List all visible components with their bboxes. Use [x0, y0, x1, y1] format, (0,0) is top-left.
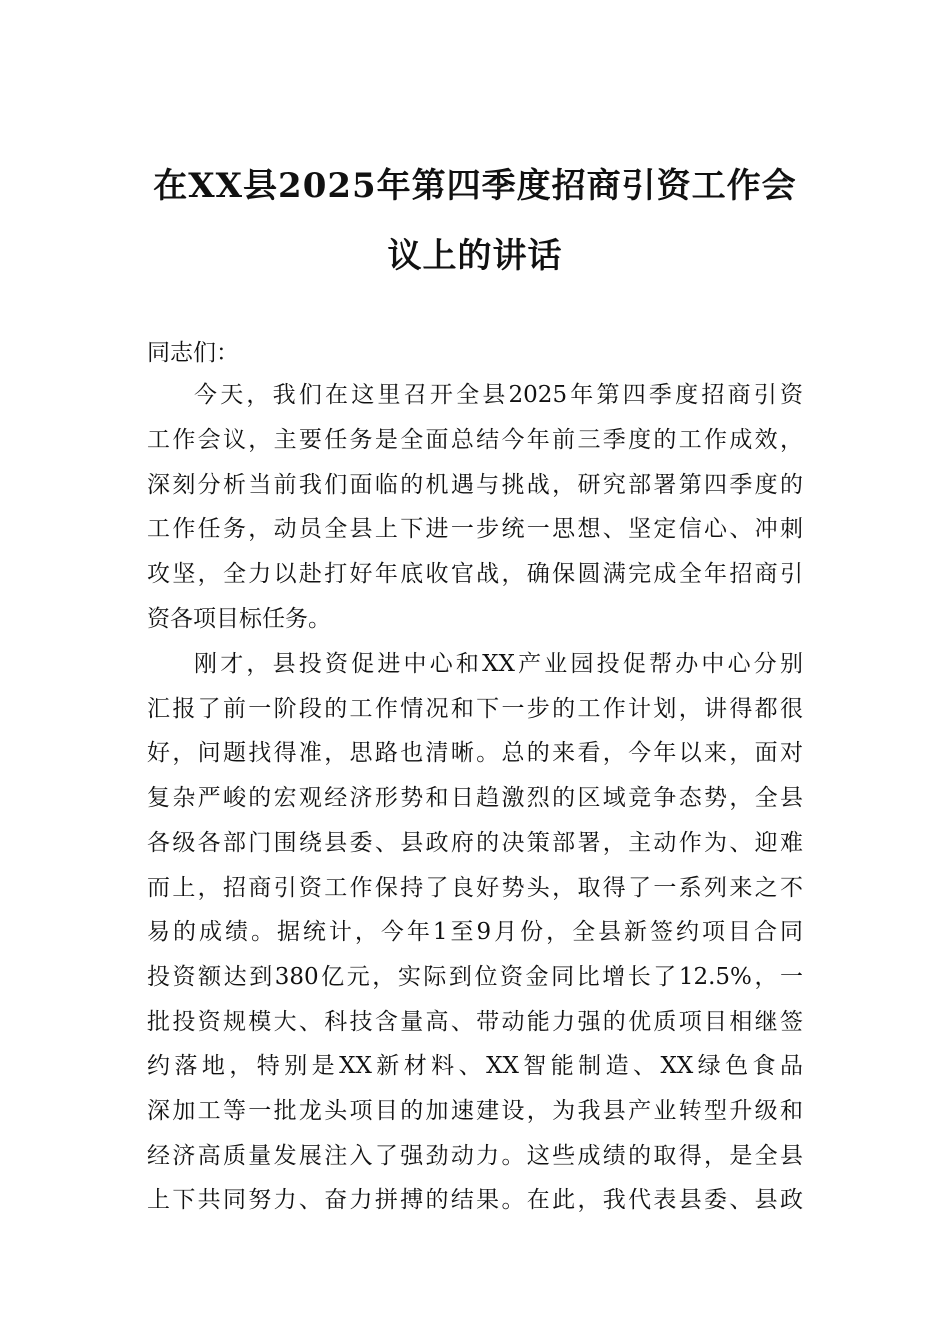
- paragraph-1-line: 资各项目标任务。: [147, 606, 331, 632]
- paragraph-2-line: 上下共同努力、奋力拼搏的结果。在此，我代表县委、县政: [147, 1187, 803, 1213]
- paragraph-2-line: 投资额达到380亿元，实际到位资金同比增长了12.5%，一: [147, 964, 803, 990]
- paragraph-2-line: 批投资规模大、科技含量高、带动能力强的优质项目相继签: [147, 1009, 803, 1035]
- paragraph-2-line: 经济高质量发展注入了强劲动力。这些成绩的取得，是全县: [147, 1143, 803, 1169]
- paragraph-2-line: 刚才，县投资促进中心和XX产业园投促帮办中心分别: [194, 651, 803, 677]
- paragraph-2-line: 好，问题找得准，思路也清晰。总的来看，今年以来，面对: [147, 740, 803, 766]
- paragraph-1-line: 工作会议，主要任务是全面总结今年前三季度的工作成效，: [147, 427, 803, 453]
- document-title-line-1: 在XX县2025年第四季度招商引资工作会: [153, 166, 797, 206]
- paragraph-2-line: 各级各部门围绕县委、县政府的决策部署，主动作为、迎难: [147, 830, 803, 856]
- paragraph-2-line: 汇报了前一阶段的工作情况和下一步的工作计划，讲得都很: [147, 696, 803, 722]
- paragraph-1-line: 今天，我们在这里召开全县2025年第四季度招商引资: [194, 382, 803, 408]
- paragraph-2-line: 易的成绩。据统计，今年1至9月份，全县新签约项目合同: [147, 919, 803, 945]
- paragraph-2-line: 而上，招商引资工作保持了良好势头，取得了一系列来之不: [147, 875, 803, 901]
- paragraph-1-line: 深刻分析当前我们面临的机遇与挑战，研究部署第四季度的: [147, 472, 803, 498]
- greeting: 同志们：: [147, 340, 239, 366]
- document-title-line-2: 议上的讲话: [387, 236, 563, 276]
- paragraph-2-line: 复杂严峻的宏观经济形势和日趋激烈的区域竞争态势，全县: [147, 785, 803, 811]
- paragraph-2-line: 深加工等一批龙头项目的加速建设，为我县产业转型升级和: [147, 1098, 803, 1124]
- paragraph-1-line: 攻坚，全力以赴打好年底收官战，确保圆满完成全年招商引: [147, 561, 803, 587]
- paragraph-1-line: 工作任务，动员全县上下进一步统一思想、坚定信心、冲刺: [147, 516, 803, 542]
- paragraph-2-line: 约落地，特别是XX新材料、XX智能制造、XX绿色食品: [147, 1053, 803, 1079]
